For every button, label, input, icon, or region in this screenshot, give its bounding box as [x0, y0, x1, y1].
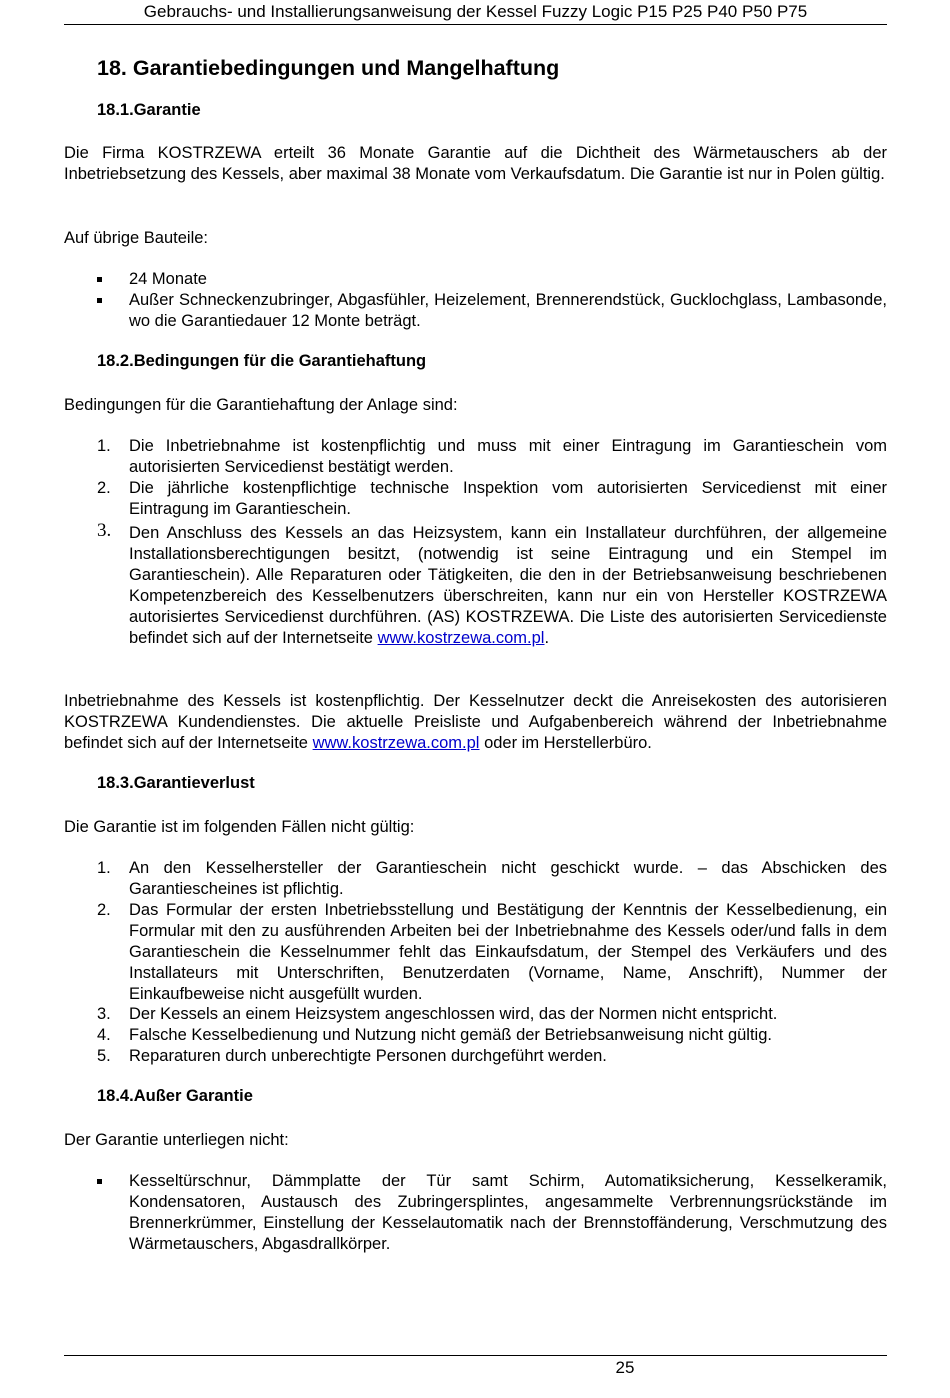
list-item: 4. Falsche Kesselbedienung und Nutzung nicht gemäß der Betriebsanweisung nicht gültig.	[97, 1026, 772, 1044]
list-item: 2. Das Formular der ersten Inbetriebsstellung und Bestätigung der Kenntnis der Kesselbedienung, ein Formular mit den zu ausführenden Arbeiten bei der Inbetriebnahme des Kessels oder/und falls in dem Garantieschein die Kesselnummer fehlt das Einkaufsdatum, der Stempel des Verkäufers und des Installateurs mit Unterschriften, Benutzerdaten (Vorname, Name, Anschrift), Nummer der Einkaufbeweise nicht ausgefüllt wurden.	[97, 901, 887, 1003]
list-item: 1. Die Inbetriebnahme ist kostenpflichtig und muss mit einer Eintragung im Garantieschein vom autorisierten Servicedienst bestätigt werden.	[97, 437, 887, 476]
footer-divider	[64, 1355, 887, 1356]
subsection-title-bedingungen: 18.2.Bedingungen für die Garantiehaftung	[97, 352, 427, 370]
list-item: 24 Monate	[64, 269, 887, 290]
list-item: 2. Die jährliche kostenpflichtige technische Inspektion vom autorisierten Servicedienst mit einer Eintragung im Garantieschein.	[97, 479, 887, 518]
list-item: 3. Den Anschluss des Kessels an das Heizsystem, kann ein Installateur durchführen, der allgemeine Installationsberechtigungen besitzt, (notwendig ist seine Eintragung und ein Stempel im Garantieschein). Alle Reparaturen oder Tätigkeiten, die den in der Betriebsanweisung beschriebenen Kompetenzbereich des Kesselbenutzers überschreiten, kann nur ein von Hersteller KOSTRZEWA autorisiertes Servicedienst durchführen. (AS) KOSTRZEWA. Die Liste des autorisierten Servicedienste befindet sich auf der Internetseite www.kostrzewa.com.pl.	[97, 520, 887, 647]
page-header: Gebrauchs- und Installierungsanweisung der Kessel Fuzzy Logic P15 P25 P40 P50 P75	[64, 0, 887, 25]
list-item: 1. An den Kesselhersteller der Garantieschein nicht geschickt wurde. – das Abschicken des Garantiescheines ist pflichtig.	[97, 859, 887, 898]
subsection-title-garantie: 18.1.Garantie	[97, 101, 201, 119]
section-title: 18. Garantiebedingungen und Mangelhaftung	[97, 56, 560, 80]
garantieverlust-intro: Die Garantie ist im folgenden Fällen nicht gültig:	[64, 818, 415, 836]
bullet-icon	[97, 277, 102, 282]
subsection-title-ausser-garantie: 18.4.Außer Garantie	[97, 1087, 253, 1105]
list-item: Außer Schneckenzubringer, Abgasfühler, Heizelement, Brennerendstück, Gucklochglass, Lambasonde, wo die Garantiedauer 12 Monte beträgt.	[64, 290, 887, 332]
page-number: 25	[615, 1358, 635, 1377]
inbetriebnahme-paragraph: Inbetriebnahme des Kessels ist kostenpflichtig. Der Kesselnutzer deckt die Anreisekosten des autorisieren KOSTRZEWA Kundendienstes. Die aktuelle Preisliste und Aufgabenbereich während der Inbetriebnahme befindet sich auf der Internetseite www.kostrzewa.com.pl oder im Herstellerbüro.	[64, 692, 887, 752]
bullet-icon	[97, 298, 102, 303]
bedingungen-intro: Bedingungen für die Garantiehaftung der Anlage sind:	[64, 396, 458, 414]
garantie-intro-paragraph: Die Firma KOSTRZEWA erteilt 36 Monate Garantie auf die Dichtheit des Wärmetauschers ab der Inbetriebsetzung des Kessels, aber maximal 38 Monate vom Verkaufsdatum. Die Garantie ist nur in Polen gültig.	[64, 144, 887, 183]
bullet-icon	[97, 1179, 102, 1184]
ausser-garantie-intro: Der Garantie unterliegen nicht:	[64, 1131, 289, 1149]
subsection-title-garantieverlust: 18.3.Garantieverlust	[97, 774, 255, 792]
list-item: 3. Der Kessels an einem Heizsystem angeschlossen wird, das der Normen nicht entspricht.	[97, 1005, 778, 1023]
list-item: Kesseltürschnur, Dämmplatte der Tür samt Schirm, Automatiksicherung, Kesselkeramik, Kondensatoren, Austausch des Zubringersplintes, angesammelte Verbrennungsrückstände im Brennerkrümmer, Einstellung der Kesselautomatik nach der Brennstoffänderung, Verschmutzung des Wärmetauschers, Abgasdrallkörper.	[64, 1171, 887, 1255]
list-item: 5. Reparaturen durch unberechtigte Personen durchgeführt werden.	[97, 1047, 607, 1065]
parts-label: Auf übrige Bauteile:	[64, 229, 209, 247]
kostrzewa-link[interactable]: www.kostrzewa.com.pl	[377, 629, 545, 647]
kostrzewa-link[interactable]: www.kostrzewa.com.pl	[312, 734, 480, 752]
